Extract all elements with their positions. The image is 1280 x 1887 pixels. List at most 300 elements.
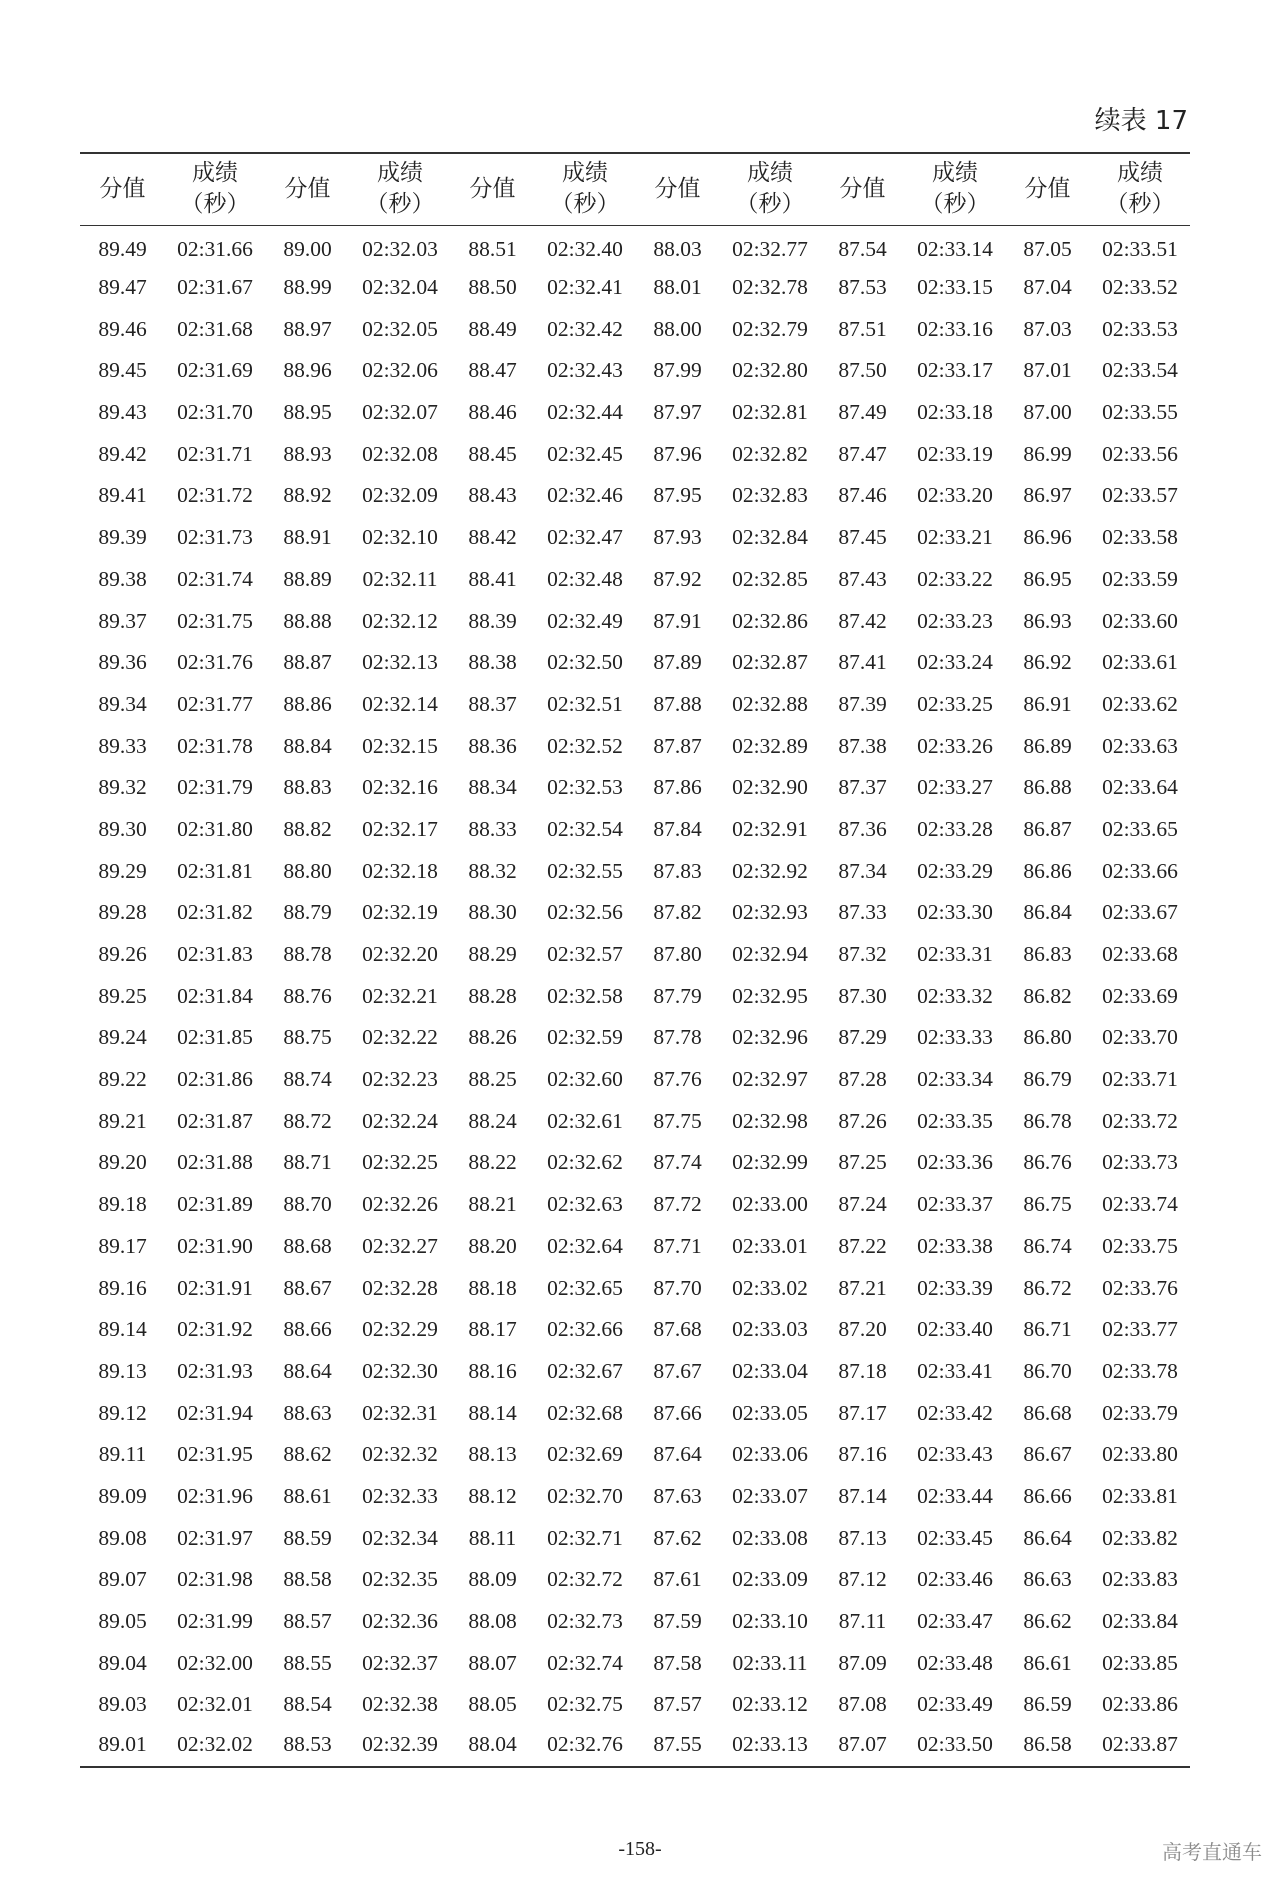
score-cell: 88.93 — [283, 441, 332, 466]
time-cell: 02:33.66 — [1102, 858, 1178, 883]
time-cell: 02:33.21 — [917, 525, 993, 550]
table-row — [80, 725, 1190, 767]
time-cell: 02:33.77 — [1102, 1317, 1178, 1342]
score-cell: 87.95 — [653, 483, 702, 508]
score-cell: 87.84 — [653, 816, 702, 841]
time-cell: 02:33.49 — [917, 1692, 993, 1717]
score-cell: 87.67 — [653, 1358, 702, 1383]
time-cell: 02:33.26 — [917, 733, 993, 758]
score-cell: 88.00 — [653, 316, 702, 341]
time-header-unit: （秒） — [920, 191, 990, 218]
time-header-label: 成绩 — [192, 160, 238, 187]
table-row — [80, 308, 1190, 350]
score-cell: 87.99 — [653, 358, 702, 383]
time-cell: 02:32.89 — [732, 733, 808, 758]
score-cell: 87.00 — [1023, 400, 1072, 425]
score-cell: 88.22 — [468, 1150, 517, 1175]
time-cell: 02:33.81 — [1102, 1483, 1178, 1508]
time-cell: 02:32.80 — [732, 358, 808, 383]
table-row — [80, 1476, 1190, 1518]
time-cell: 02:32.96 — [732, 1025, 808, 1050]
time-cell: 02:31.76 — [177, 650, 253, 675]
score-cell: 87.54 — [838, 236, 887, 261]
score-cell: 88.61 — [283, 1483, 332, 1508]
score-cell: 87.93 — [653, 525, 702, 550]
score-cell: 88.57 — [283, 1609, 332, 1634]
time-cell: 02:31.72 — [177, 483, 253, 508]
time-column-header — [350, 153, 450, 225]
time-cell: 02:31.80 — [177, 816, 253, 841]
score-cell: 87.16 — [838, 1442, 887, 1467]
score-cell: 87.43 — [838, 566, 887, 591]
time-cell: 02:32.34 — [362, 1525, 438, 1550]
time-header-unit: （秒） — [1105, 191, 1175, 218]
time-cell: 02:31.92 — [177, 1317, 253, 1342]
time-cell: 02:32.07 — [362, 400, 438, 425]
time-cell: 02:33.03 — [732, 1317, 808, 1342]
score-cell: 87.71 — [653, 1233, 702, 1258]
score-cell: 88.04 — [450, 1726, 535, 1768]
score-cell: 88.41 — [468, 566, 517, 591]
score-cell: 87.04 — [1023, 275, 1072, 300]
score-cell: 88.50 — [468, 275, 517, 300]
score-cell: 87.83 — [653, 858, 702, 883]
score-cell: 88.29 — [468, 942, 517, 967]
time-cell: 02:33.83 — [1102, 1567, 1178, 1592]
time-cell: 02:31.78 — [177, 733, 253, 758]
time-cell: 02:32.68 — [547, 1400, 623, 1425]
table-body — [80, 225, 1190, 1767]
time-cell: 02:32.28 — [362, 1275, 438, 1300]
time-cell: 02:32.94 — [732, 942, 808, 967]
score-cell: 88.64 — [283, 1358, 332, 1383]
time-cell: 02:33.22 — [917, 566, 993, 591]
time-cell: 02:32.54 — [547, 816, 623, 841]
time-cell: 02:32.64 — [547, 1233, 623, 1258]
time-cell: 02:33.14 — [917, 236, 993, 261]
score-cell: 87.09 — [838, 1650, 887, 1675]
time-cell: 02:33.13 — [720, 1726, 820, 1768]
time-cell: 02:32.01 — [177, 1692, 253, 1717]
table-row — [80, 1100, 1190, 1142]
time-cell: 02:31.85 — [177, 1025, 253, 1050]
score-cell: 87.68 — [653, 1317, 702, 1342]
time-cell: 02:32.74 — [547, 1650, 623, 1675]
score-cell: 88.43 — [468, 483, 517, 508]
score-cell: 88.24 — [468, 1108, 517, 1133]
score-cell: 88.07 — [468, 1650, 517, 1675]
score-cell: 87.58 — [653, 1650, 702, 1675]
score-cell: 87.80 — [653, 942, 702, 967]
table-row — [80, 767, 1190, 809]
score-cell: 88.91 — [283, 525, 332, 550]
time-cell: 02:31.82 — [177, 900, 253, 925]
time-cell: 02:33.69 — [1102, 983, 1178, 1008]
score-cell: 89.01 — [80, 1726, 165, 1768]
score-column-header: 分值 — [635, 153, 720, 225]
time-header-unit: （秒） — [365, 191, 435, 218]
score-cell: 87.96 — [653, 441, 702, 466]
score-cell: 87.87 — [653, 733, 702, 758]
score-table — [80, 152, 1190, 1768]
time-cell: 02:31.83 — [177, 942, 253, 967]
time-cell: 02:33.05 — [732, 1400, 808, 1425]
score-cell: 88.84 — [283, 733, 332, 758]
time-cell: 02:33.02 — [732, 1275, 808, 1300]
score-cell: 89.14 — [98, 1317, 147, 1342]
time-cell: 02:33.47 — [917, 1609, 993, 1634]
time-cell: 02:32.02 — [165, 1726, 265, 1768]
score-cell: 88.79 — [283, 900, 332, 925]
table-row — [80, 809, 1190, 851]
time-cell: 02:33.65 — [1102, 816, 1178, 841]
score-cell: 87.08 — [838, 1692, 887, 1717]
time-cell: 02:33.37 — [917, 1192, 993, 1217]
time-cell: 02:32.03 — [362, 236, 438, 261]
time-cell: 02:31.73 — [177, 525, 253, 550]
time-header-label: 成绩 — [377, 160, 423, 187]
time-cell: 02:31.94 — [177, 1400, 253, 1425]
score-cell: 87.12 — [838, 1567, 887, 1592]
score-cell: 88.67 — [283, 1275, 332, 1300]
time-cell: 02:33.27 — [917, 775, 993, 800]
score-cell: 87.64 — [653, 1442, 702, 1467]
time-cell: 02:32.17 — [362, 816, 438, 841]
time-cell: 02:33.23 — [917, 608, 993, 633]
time-cell: 02:33.58 — [1102, 525, 1178, 550]
time-cell: 02:32.81 — [732, 400, 808, 425]
time-cell: 02:33.71 — [1102, 1067, 1178, 1092]
score-cell: 88.53 — [265, 1726, 350, 1768]
score-cell: 86.76 — [1023, 1150, 1072, 1175]
score-cell: 87.89 — [653, 650, 702, 675]
time-cell: 02:31.69 — [177, 358, 253, 383]
time-cell: 02:31.68 — [177, 316, 253, 341]
time-cell: 02:33.25 — [917, 691, 993, 716]
score-cell: 86.99 — [1023, 441, 1072, 466]
score-cell: 87.53 — [838, 275, 887, 300]
score-cell: 88.16 — [468, 1358, 517, 1383]
page-number: -158- — [618, 1838, 662, 1860]
score-cell: 89.13 — [98, 1358, 147, 1383]
time-cell: 02:33.48 — [917, 1650, 993, 1675]
time-cell: 02:33.33 — [917, 1025, 993, 1050]
time-cell: 02:32.69 — [547, 1442, 623, 1467]
time-cell: 02:33.24 — [917, 650, 993, 675]
time-cell: 02:33.42 — [917, 1400, 993, 1425]
score-cell: 87.36 — [838, 816, 887, 841]
time-cell: 02:33.70 — [1102, 1025, 1178, 1050]
time-cell: 02:32.78 — [732, 275, 808, 300]
time-cell: 02:32.70 — [547, 1483, 623, 1508]
time-cell: 02:31.84 — [177, 983, 253, 1008]
time-cell: 02:32.88 — [732, 691, 808, 716]
time-cell: 02:33.46 — [917, 1567, 993, 1592]
score-cell: 89.00 — [283, 236, 332, 261]
time-cell: 02:32.59 — [547, 1025, 623, 1050]
time-cell: 02:32.39 — [350, 1726, 450, 1768]
score-cell: 88.54 — [283, 1692, 332, 1717]
time-cell: 02:32.53 — [547, 775, 623, 800]
score-cell: 88.99 — [283, 275, 332, 300]
table-row — [80, 1726, 1190, 1768]
time-cell: 02:32.06 — [362, 358, 438, 383]
score-cell: 88.75 — [283, 1025, 332, 1050]
header-row — [80, 153, 1190, 225]
score-cell: 88.47 — [468, 358, 517, 383]
time-header-label: 成绩 — [932, 160, 978, 187]
score-cell: 87.26 — [838, 1108, 887, 1133]
time-cell: 02:33.34 — [917, 1067, 993, 1092]
score-cell: 86.70 — [1023, 1358, 1072, 1383]
time-cell: 02:33.84 — [1102, 1609, 1178, 1634]
score-cell: 87.39 — [838, 691, 887, 716]
time-cell: 02:33.67 — [1102, 900, 1178, 925]
score-column-header: 分值 — [80, 153, 165, 225]
score-cell: 89.30 — [98, 816, 147, 841]
time-cell: 02:32.60 — [547, 1067, 623, 1092]
time-cell: 02:32.56 — [547, 900, 623, 925]
score-cell: 86.68 — [1023, 1400, 1072, 1425]
time-cell: 02:31.98 — [177, 1567, 253, 1592]
time-cell: 02:33.18 — [917, 400, 993, 425]
score-cell: 89.46 — [98, 316, 147, 341]
table-row — [80, 225, 1190, 267]
score-cell: 89.08 — [98, 1525, 147, 1550]
score-cell: 86.89 — [1023, 733, 1072, 758]
score-cell: 86.86 — [1023, 858, 1072, 883]
score-cell: 87.38 — [838, 733, 887, 758]
time-cell: 02:33.08 — [732, 1525, 808, 1550]
time-cell: 02:32.48 — [547, 566, 623, 591]
score-cell: 88.49 — [468, 316, 517, 341]
score-cell: 88.70 — [283, 1192, 332, 1217]
score-cell: 87.21 — [838, 1275, 887, 1300]
time-cell: 02:33.74 — [1102, 1192, 1178, 1217]
time-cell: 02:33.35 — [917, 1108, 993, 1133]
score-cell: 88.13 — [468, 1442, 517, 1467]
score-cell: 88.18 — [468, 1275, 517, 1300]
time-cell: 02:32.32 — [362, 1442, 438, 1467]
time-cell: 02:31.74 — [177, 566, 253, 591]
table-row — [80, 892, 1190, 934]
time-cell: 02:32.71 — [547, 1525, 623, 1550]
time-cell: 02:32.05 — [362, 316, 438, 341]
time-cell: 02:33.45 — [917, 1525, 993, 1550]
score-cell: 89.07 — [98, 1567, 147, 1592]
score-cell: 88.03 — [653, 236, 702, 261]
table-row — [80, 975, 1190, 1017]
time-cell: 02:32.23 — [362, 1067, 438, 1092]
time-cell: 02:32.15 — [362, 733, 438, 758]
table-row — [80, 1684, 1190, 1726]
time-column-header — [165, 153, 265, 225]
time-cell: 02:32.91 — [732, 816, 808, 841]
score-cell: 88.34 — [468, 775, 517, 800]
time-cell: 02:32.57 — [547, 942, 623, 967]
time-cell: 02:32.98 — [732, 1108, 808, 1133]
table-row — [80, 1642, 1190, 1684]
time-cell: 02:33.82 — [1102, 1525, 1178, 1550]
time-cell: 02:31.96 — [177, 1483, 253, 1508]
table-row — [80, 850, 1190, 892]
score-cell: 89.49 — [98, 236, 147, 261]
time-cell: 02:33.09 — [732, 1567, 808, 1592]
time-cell: 02:32.86 — [732, 608, 808, 633]
score-cell: 87.20 — [838, 1317, 887, 1342]
time-cell: 02:32.79 — [732, 316, 808, 341]
time-cell: 02:32.38 — [362, 1692, 438, 1717]
score-cell: 87.92 — [653, 566, 702, 591]
score-cell: 87.66 — [653, 1400, 702, 1425]
time-cell: 02:32.90 — [732, 775, 808, 800]
time-cell: 02:32.10 — [362, 525, 438, 550]
score-cell: 87.61 — [653, 1567, 702, 1592]
score-cell: 88.25 — [468, 1067, 517, 1092]
score-cell: 89.04 — [98, 1650, 147, 1675]
time-cell: 02:32.55 — [547, 858, 623, 883]
time-cell: 02:32.92 — [732, 858, 808, 883]
score-cell: 89.37 — [98, 608, 147, 633]
time-cell: 02:31.90 — [177, 1233, 253, 1258]
time-cell: 02:33.28 — [917, 816, 993, 841]
score-cell: 89.29 — [98, 858, 147, 883]
time-cell: 02:31.97 — [177, 1525, 253, 1550]
score-cell: 89.28 — [98, 900, 147, 925]
score-cell: 87.82 — [653, 900, 702, 925]
score-cell: 88.37 — [468, 691, 517, 716]
time-cell: 02:32.51 — [547, 691, 623, 716]
table-row — [80, 1517, 1190, 1559]
score-cell: 87.72 — [653, 1192, 702, 1217]
time-cell: 02:33.86 — [1102, 1692, 1178, 1717]
time-cell: 02:32.24 — [362, 1108, 438, 1133]
score-cell: 89.47 — [98, 275, 147, 300]
score-cell: 88.59 — [283, 1525, 332, 1550]
time-cell: 02:33.85 — [1102, 1650, 1178, 1675]
table-row — [80, 1017, 1190, 1059]
time-header-label: 成绩 — [747, 160, 793, 187]
time-cell: 02:33.72 — [1102, 1108, 1178, 1133]
score-cell: 87.17 — [838, 1400, 887, 1425]
time-cell: 02:32.52 — [547, 733, 623, 758]
score-cell: 88.28 — [468, 983, 517, 1008]
table-row — [80, 1392, 1190, 1434]
time-cell: 02:32.72 — [547, 1567, 623, 1592]
score-column-header: 分值 — [450, 153, 535, 225]
score-cell: 89.36 — [98, 650, 147, 675]
time-cell: 02:33.04 — [732, 1358, 808, 1383]
time-cell: 02:33.39 — [917, 1275, 993, 1300]
score-cell: 86.66 — [1023, 1483, 1072, 1508]
score-cell: 89.20 — [98, 1150, 147, 1175]
score-cell: 87.33 — [838, 900, 887, 925]
time-cell: 02:33.76 — [1102, 1275, 1178, 1300]
score-cell: 88.95 — [283, 400, 332, 425]
score-column-header: 分值 — [820, 153, 905, 225]
score-cell: 87.07 — [820, 1726, 905, 1768]
table-title: 续表 17 — [1094, 106, 1188, 136]
score-cell: 86.63 — [1023, 1567, 1072, 1592]
time-cell: 02:33.68 — [1102, 942, 1178, 967]
score-cell: 86.72 — [1023, 1275, 1072, 1300]
time-cell: 02:32.04 — [362, 275, 438, 300]
score-column-header: 分值 — [265, 153, 350, 225]
time-cell: 02:31.91 — [177, 1275, 253, 1300]
score-cell: 88.51 — [468, 236, 517, 261]
score-cell: 86.64 — [1023, 1525, 1072, 1550]
score-cell: 89.03 — [98, 1692, 147, 1717]
score-cell: 87.86 — [653, 775, 702, 800]
time-cell: 02:32.75 — [547, 1692, 623, 1717]
time-header-label: 成绩 — [562, 160, 608, 187]
table-row — [80, 475, 1190, 517]
score-cell: 89.32 — [98, 775, 147, 800]
score-cell: 87.57 — [653, 1692, 702, 1717]
score-cell: 88.30 — [468, 900, 517, 925]
score-cell: 89.25 — [98, 983, 147, 1008]
score-cell: 89.45 — [98, 358, 147, 383]
time-cell: 02:32.83 — [732, 483, 808, 508]
time-cell: 02:31.77 — [177, 691, 253, 716]
time-cell: 02:32.42 — [547, 316, 623, 341]
time-cell: 02:32.36 — [362, 1609, 438, 1634]
score-cell: 87.49 — [838, 400, 887, 425]
table-row — [80, 1059, 1190, 1101]
score-cell: 87.63 — [653, 1483, 702, 1508]
time-cell: 02:33.53 — [1102, 316, 1178, 341]
time-cell: 02:31.89 — [177, 1192, 253, 1217]
score-cell: 87.74 — [653, 1150, 702, 1175]
score-cell: 89.26 — [98, 942, 147, 967]
score-cell: 88.36 — [468, 733, 517, 758]
score-cell: 86.74 — [1023, 1233, 1072, 1258]
score-cell: 87.42 — [838, 608, 887, 633]
score-cell: 87.01 — [1023, 358, 1072, 383]
time-cell: 02:33.56 — [1102, 441, 1178, 466]
score-cell: 88.32 — [468, 858, 517, 883]
score-cell: 87.03 — [1023, 316, 1072, 341]
time-cell: 02:32.76 — [535, 1726, 635, 1768]
time-cell: 02:33.59 — [1102, 566, 1178, 591]
score-cell: 88.55 — [283, 1650, 332, 1675]
time-cell: 02:33.07 — [732, 1483, 808, 1508]
score-cell: 86.97 — [1023, 483, 1072, 508]
score-cell: 88.38 — [468, 650, 517, 675]
time-cell: 02:32.09 — [362, 483, 438, 508]
score-cell: 87.30 — [838, 983, 887, 1008]
time-cell: 02:33.19 — [917, 441, 993, 466]
time-cell: 02:33.60 — [1102, 608, 1178, 633]
time-cell: 02:32.30 — [362, 1358, 438, 1383]
time-header-unit: （秒） — [550, 191, 620, 218]
score-cell: 89.18 — [98, 1192, 147, 1217]
score-cell: 87.62 — [653, 1525, 702, 1550]
score-cell: 88.62 — [283, 1442, 332, 1467]
score-cell: 87.41 — [838, 650, 887, 675]
time-cell: 02:33.11 — [732, 1650, 808, 1675]
score-cell: 88.66 — [283, 1317, 332, 1342]
time-cell: 02:33.38 — [917, 1233, 993, 1258]
time-cell: 02:32.43 — [547, 358, 623, 383]
time-cell: 02:32.20 — [362, 942, 438, 967]
score-cell: 89.41 — [98, 483, 147, 508]
time-cell: 02:32.85 — [732, 566, 808, 591]
score-cell: 87.59 — [653, 1609, 702, 1634]
score-cell: 86.83 — [1023, 942, 1072, 967]
score-cell: 86.67 — [1023, 1442, 1072, 1467]
score-cell: 87.34 — [838, 858, 887, 883]
